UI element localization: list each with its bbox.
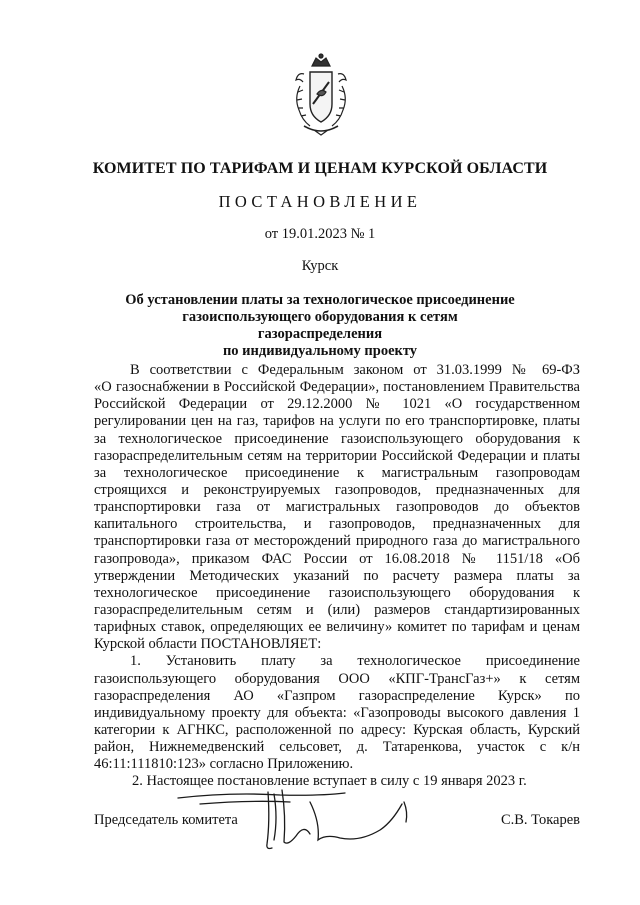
clause-2-line: 2. Настоящее постановление вступает в силу с 19 января 2023 г. <box>132 773 527 790</box>
body-line: газораспределительным сетям и (или) размеров стандартизированных <box>94 601 580 618</box>
body-line: технологическое присоединение газоиспользующего оборудования к <box>94 584 580 601</box>
signatory-name: С.В. Токарев <box>500 812 580 828</box>
body-line: Курской области ПОСТАНОВЛЯЕТ: <box>94 636 322 653</box>
clause-1-line: район, Нижнемедвенский сельсовет, д. Татаренкова, участок с к/н <box>94 739 580 756</box>
clause-1-line: газоиспользующего оборудования ООО «КПГ-ТрансГаз+» к сетям <box>94 670 580 687</box>
document-city: Курск <box>301 258 339 274</box>
body-line: тарифных ставок, определяющих ее величину» комитет по тарифам и ценам <box>94 619 580 636</box>
clause-1-line: 46:11:111810:123» согласно Приложению. <box>94 756 354 773</box>
title-line: по индивидуальному проекту <box>222 343 418 359</box>
body-line: за технологическое присоединение газоиспользующего оборудования к <box>94 430 580 447</box>
body-line: утверждении Методических указаний по расчету размера платы за <box>94 567 580 584</box>
document-title <box>120 292 520 360</box>
clause-1-line: индивидуальному проекту для объекта: «Газопроводы высокого давления 1 <box>94 704 580 721</box>
body-line: транспортировки газа от месторождений природного газа до магистрального <box>94 533 580 550</box>
body-line: В соответствии с Федеральным законом от 31.03.1999 № 69-ФЗ <box>130 362 580 378</box>
body-line: транспортировки газа от магистральных газопроводов до объектов <box>94 499 580 516</box>
document-date-number: от 19.01.2023 № 1 <box>264 226 376 242</box>
document-type-heading: ПОСТАНОВЛЕНИЕ <box>218 192 422 211</box>
body-line: газораспределительным сетям на территории Российской Федерации и платы <box>94 447 580 464</box>
clause-1-line: категории к АГНКС, расположенной по адресу: Курская область, Курский <box>94 721 580 738</box>
body-line: строящихся и реконструируемых газопроводов, предназначенных для <box>94 481 580 498</box>
clause-1-line: газораспределения АО «Газпром газораспределение Курск» по <box>94 687 580 704</box>
title-line: газоиспользующего оборудования к сетям газораспределения <box>182 309 458 342</box>
body-line: регулировании цен на газ, тарифов на услуги по его транспортировке, платы <box>94 413 580 430</box>
body-line: «О газоснабжении в Российской Федерации», постановлением Правительства <box>94 379 580 396</box>
clause-1-line: 1. Установить плату за технологическое присоединение <box>130 653 580 670</box>
signatory-position: Председатель комитета <box>94 812 238 828</box>
coat-of-arms-icon <box>290 52 352 138</box>
document-body <box>94 362 580 791</box>
body-line: газопровода», приказом ФАС России от 16.08.2018 № 1151/18 «Об <box>94 550 580 567</box>
committee-heading: КОМИТЕТ ПО ТАРИФАМ И ЦЕНАМ КУРСКОЙ ОБЛАСТИ <box>92 160 548 177</box>
body-line: Российской Федерации от 29.12.2000 № 1021 «О государственном <box>94 396 580 413</box>
title-line: Об установлении платы за технологическое присоединение <box>125 292 515 308</box>
body-line: капитального строительства, и газопроводов, предназначенных для <box>94 516 580 533</box>
body-line: за технологическое присоединение к магистральным газопроводам <box>94 464 580 481</box>
